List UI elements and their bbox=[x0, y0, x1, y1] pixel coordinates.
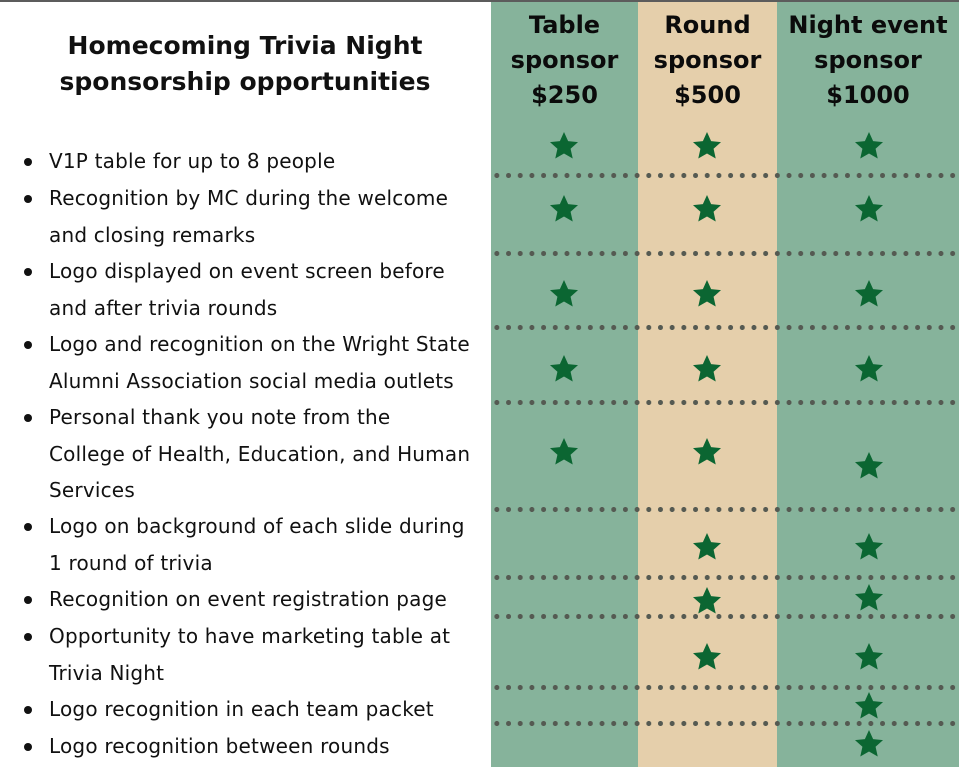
dotted-divider bbox=[491, 721, 959, 726]
star-icon bbox=[691, 585, 723, 617]
benefit-item bbox=[22, 143, 487, 180]
star-icon bbox=[691, 436, 723, 468]
bullet-icon bbox=[24, 158, 32, 166]
bullet-icon bbox=[24, 195, 32, 203]
tier-header-table bbox=[491, 8, 638, 113]
benefit-item bbox=[22, 326, 487, 399]
benefit-item bbox=[22, 581, 487, 618]
star-icon bbox=[853, 641, 885, 673]
title-line-1: Homecoming Trivia Night bbox=[67, 31, 423, 60]
bullet-icon bbox=[24, 414, 32, 422]
dotted-divider bbox=[491, 614, 959, 619]
star-icon bbox=[691, 130, 723, 162]
star-icon bbox=[853, 690, 885, 722]
benefit-text: Personal thank you note from the bbox=[49, 405, 391, 429]
benefit-text: Logo recognition in each team packet bbox=[49, 697, 434, 721]
star-icon bbox=[691, 353, 723, 385]
title-line-2: sponsorship opportunities bbox=[59, 67, 431, 96]
tier-name: Night event bbox=[788, 11, 948, 39]
star-icon bbox=[548, 130, 580, 162]
tier-sub: sponsor bbox=[653, 46, 762, 74]
star-icon bbox=[548, 436, 580, 468]
dotted-divider bbox=[491, 173, 959, 178]
benefit-text: College of Health, Education, and Human bbox=[49, 441, 471, 466]
benefit-text: and after trivia rounds bbox=[49, 295, 278, 320]
bullet-icon bbox=[24, 523, 32, 531]
benefit-text: and closing remarks bbox=[49, 222, 256, 247]
benefit-text: Logo displayed on event screen before bbox=[49, 259, 445, 283]
star-icon bbox=[548, 193, 580, 225]
bullet-icon bbox=[24, 743, 32, 751]
benefit-text: Recognition by MC during the welcome bbox=[49, 186, 449, 210]
page-title bbox=[20, 28, 470, 100]
benefit-text: Logo on background of each slide during bbox=[49, 514, 465, 538]
benefit-item bbox=[22, 728, 487, 765]
dotted-divider bbox=[491, 325, 959, 330]
benefit-text: Services bbox=[49, 478, 135, 502]
benefit-text: V1P table for up to 8 people bbox=[49, 149, 336, 173]
star-icon bbox=[548, 278, 580, 310]
tier-name: Round bbox=[664, 11, 751, 39]
star-icon bbox=[853, 531, 885, 563]
dotted-divider bbox=[491, 251, 959, 256]
dotted-divider bbox=[491, 575, 959, 580]
benefit-text: 1 round of trivia bbox=[49, 550, 213, 575]
benefit-text: Trivia Night bbox=[49, 660, 165, 685]
tier-name: Table bbox=[528, 11, 601, 39]
benefit-item bbox=[22, 691, 487, 728]
bullet-icon bbox=[24, 633, 32, 641]
bullet-icon bbox=[24, 341, 32, 349]
benefit-text: Logo and recognition on the Wright State bbox=[49, 332, 470, 356]
benefit-text: Alumni Association social media outlets bbox=[49, 368, 454, 393]
dotted-divider bbox=[491, 507, 959, 512]
star-icon bbox=[853, 278, 885, 310]
benefit-item bbox=[22, 508, 487, 581]
tier-sub: sponsor bbox=[510, 46, 619, 74]
tier-header-round bbox=[638, 8, 777, 113]
dotted-divider bbox=[491, 685, 959, 690]
star-icon bbox=[853, 728, 885, 760]
tier-header-night bbox=[777, 8, 959, 113]
benefit-text: Opportunity to have marketing table at bbox=[49, 624, 451, 648]
star-icon bbox=[691, 193, 723, 225]
star-icon bbox=[853, 130, 885, 162]
star-icon bbox=[691, 641, 723, 673]
star-icon bbox=[691, 278, 723, 310]
tier-price: $500 bbox=[674, 81, 741, 109]
tier-sub: sponsor bbox=[814, 46, 922, 74]
star-icon bbox=[853, 353, 885, 385]
bullet-icon bbox=[24, 268, 32, 276]
benefit-text: Logo recognition between rounds bbox=[49, 734, 390, 758]
benefit-item bbox=[22, 180, 487, 253]
benefit-item bbox=[22, 253, 487, 326]
star-icon bbox=[853, 450, 885, 482]
bullet-icon bbox=[24, 706, 32, 714]
bullet-icon bbox=[24, 596, 32, 604]
star-icon bbox=[853, 193, 885, 225]
tier-price: $250 bbox=[531, 81, 598, 109]
benefit-text: Recognition on event registration page bbox=[49, 587, 448, 611]
star-icon bbox=[853, 582, 885, 614]
benefit-item bbox=[22, 618, 487, 691]
tier-price: $1000 bbox=[826, 81, 910, 109]
star-icon bbox=[548, 353, 580, 385]
dotted-divider bbox=[491, 400, 959, 405]
benefit-item bbox=[22, 399, 487, 509]
star-icon bbox=[691, 531, 723, 563]
